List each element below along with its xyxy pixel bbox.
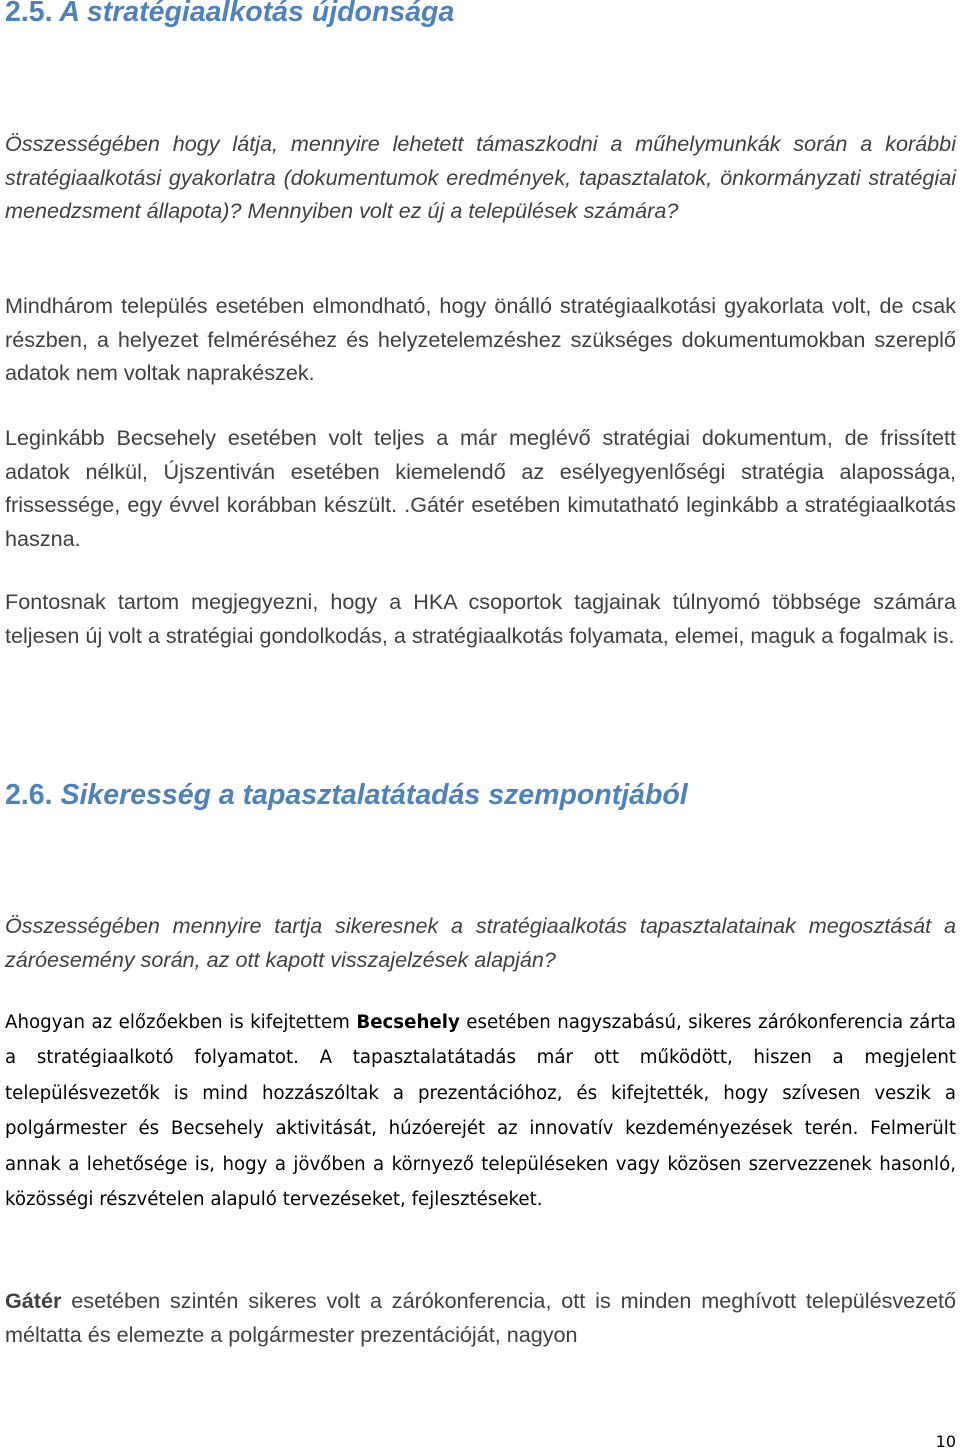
paragraph-text: Ahogyan az előzőekben is kifejtettem <box>5 1012 357 1033</box>
section-heading-2-5 <box>5 0 454 29</box>
body-paragraph: Mindhárom település esetében elmondható, hogy önálló stratégiaalkotási gyakorlata volt, de csak részben, a helyezet felméréséhez és helyzetelemzéshez szükséges dokumentumokban szereplő adatok nem voltak naprakészek. <box>5 293 956 386</box>
section-title: Sikeresség a tapasztalatátadás szempontjából <box>60 779 688 811</box>
bold-place-name: Becsehely <box>356 1012 460 1033</box>
paragraph-text: esetében szintén sikeres volt a zárókonferencia, ott is minden meghívott településvezető méltatta és elemezte a polgármester prezentációját, nagyon <box>5 1288 956 1347</box>
section-number: 2.5. <box>5 0 53 28</box>
section-question: Összességében hogy látja, mennyire lehetett támaszkodni a műhelymunkák során a korábbi stratégiaalkotási gyakorlatra (dokumentumok eredmények, tapasztalatok, önkormányzati stratégiai menedzsment állapota)? Mennyiben volt ez új a települések számára? <box>5 131 956 224</box>
paragraph-text: esetében nagyszabású, sikeres zárókonferencia zárta a stratégiaalkotó folyamatot. A tapasztalatátadás már ott működött, hiszen a megjelent településvezetők is mind hozzászóltak a prezentációhoz, és kifejtették, hogy szívesen veszik a polgármester és Becsehely aktivitását, húzóerejét az innovatív kezdeményezések terén. Felmerült annak a lehetősége is, hogy a jövőben a környező településeken vagy közösen szervezzenek hasonló, közösségi részvételen alapuló tervezéseket, fejlesztéseket. <box>5 1012 956 1211</box>
section-number: 2.6. <box>5 779 53 811</box>
section-heading-2-6 <box>5 779 688 812</box>
body-paragraph: Fontosnak tartom megjegyezni, hogy a HKA csoportok tagjainak túlnyomó többsége számára teljesen új volt a stratégiai gondolkodás, a stratégiaalkotás folyamata, elemei, maguk a fogalmak is. <box>5 589 956 648</box>
bold-place-name: Gátér <box>5 1288 62 1313</box>
section-title: A stratégiaalkotás újdonsága <box>59 0 455 28</box>
body-paragraph <box>5 1284 956 1351</box>
body-paragraph <box>5 1005 956 1217</box>
section-question: Összességében mennyire tartja sikeresnek a stratégiaalkotás tapasztalatainak megosztását a záróesemény során, az ott kapott visszajelzések alapján? <box>5 913 956 972</box>
body-paragraph: Leginkább Becsehely esetében volt teljes a már meglévő stratégiai dokumentum, de frissített adatok nélkül, Újszentiván esetében kiemelendő az esélyegyenlőségi stratégia alapossága, frissessége, egy évvel korábban készült. .Gátér esetében kimutatható leginkább a stratégiaalkotás haszna. <box>5 425 956 551</box>
page-number: 10 <box>935 1432 956 1451</box>
